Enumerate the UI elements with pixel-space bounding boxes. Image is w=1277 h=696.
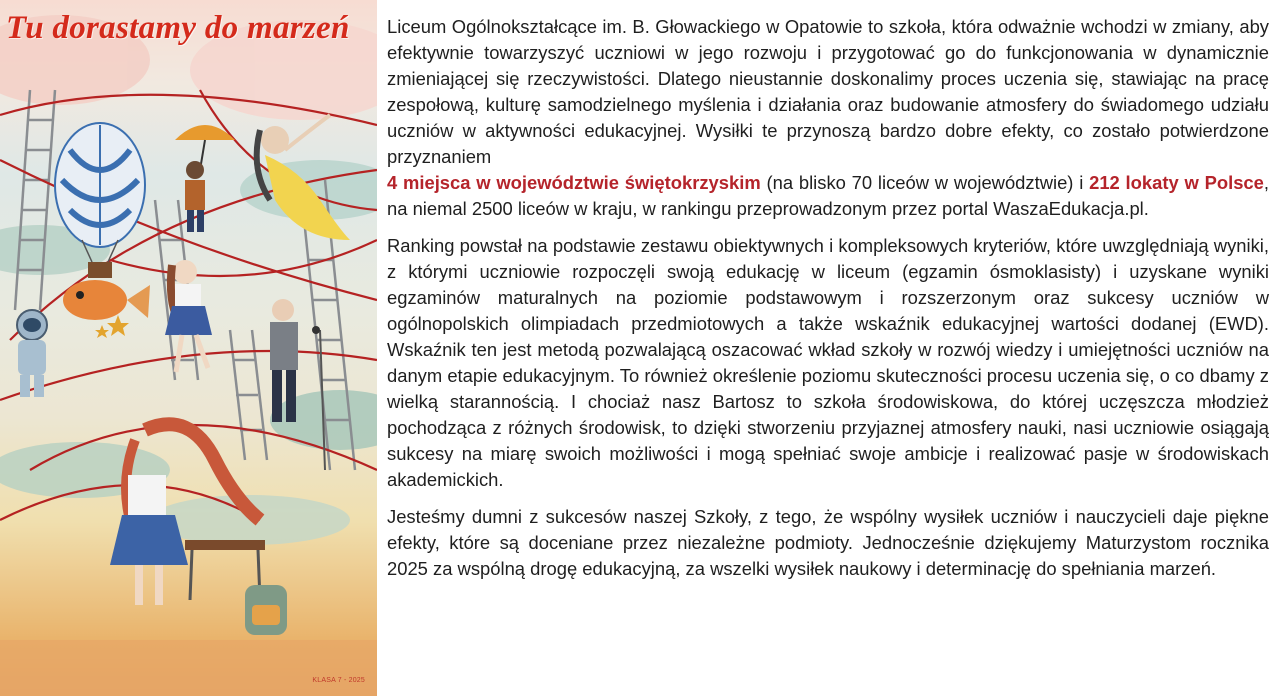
paragraph-3: Jesteśmy dumni z sukcesów naszej Szkoły, z tego, że wspólny wysiłek uczniów i nauczycieli daje piękne efekty, które są doceniane przez niezależne podmioty. Jednocześnie dziękujemy Maturzystom rocznika 2025 za wspólną drogę edukacyjną, za wszelki wysiłek naukowy i determinację do spełniania marzeń. [387,506,1269,579]
article-text [387,14,1269,593]
poster-artwork [0,0,377,696]
ground [0,640,377,696]
poster-title: Tu dorastamy do marzeń [6,10,350,46]
goldfish [63,280,150,320]
poster-illustration [0,0,377,696]
artist-signature: KLASA 7 - 2025 [312,677,365,684]
regional-rank-highlight: 4 miejsca w województwie świętokrzyskim [387,172,761,193]
paragraph-1-end: , na niemal 2500 liceów w kraju, w rankingu przeprowadzonym przez portal WaszaEdukacja.pl. [387,172,1269,219]
astronaut [17,310,47,397]
national-rank-highlight: 212 lokaty w Polsce [1089,172,1264,193]
paragraph-1-intro: Liceum Ogólnokształcące im. B. Głowackiego w Opatowie to szkoła, która odważnie wchodzi w zmiany, aby efektywnie towarzyszyć uczniowi w jego rozwoju i przygotować go do funkcjonowania w dynamicznie zmieniającej się rzeczywistości. Dlatego nieustannie doskonalimy proces uczenia się, stawiając na pracę zespołową, kulturę samodzielnego myślenia i działania oraz budowanie atmosfery do świadomego udziału uczniów w aktywności edukacyjnej. Wysiłki te przynoszą bardzo dobre efekty, co zostało potwierdzone przyznaniem [387,16,1269,167]
paragraph-1 [387,14,1269,222]
bench-and-backpack [185,540,287,635]
paragraph-1-middle: (na blisko 70 liceów w województwie) i [760,172,1090,193]
paragraph-2: Ranking powstał na podstawie zestawu obiektywnych i kompleksowych kryteriów, które uwzględniają wyniki, z którymi uczniowie rozpoczęli swoją edukację w liceum (egzamin ósmoklasisty) i uzyskane wyniki egzaminów maturalnych na poziomie podstawowym i rozszerzonym oraz sukcesy uczniów w ogólnopolskich olimpiadach przedmiotowych a także wskaźnik edukacyjnej wartości dodanej (EWD). Wskaźnik ten jest metodą pozwalającą oszacować wkład szkoły w rozwój wiedzy i umiejętności uczniów na danym etapie edukacyjnym. To również określenie poziomu skuteczności procesu uczenia się, o co dbamy z wielką starannością. I chociaż nasz Bartosz to szkoła środowiskowa, do której uczęszcza młodzież pochodząca z różnych środowisk, to dzięki stworzeniu przyjaznej atmosfery nauki, nasi uczniowie osiągają sukcesy na miarę swoich możliwości i mogą spełniać swoje ambicje i realizować pasje w środowiskach akademickich. [387,235,1269,490]
boy-with-umbrella [175,125,235,232]
